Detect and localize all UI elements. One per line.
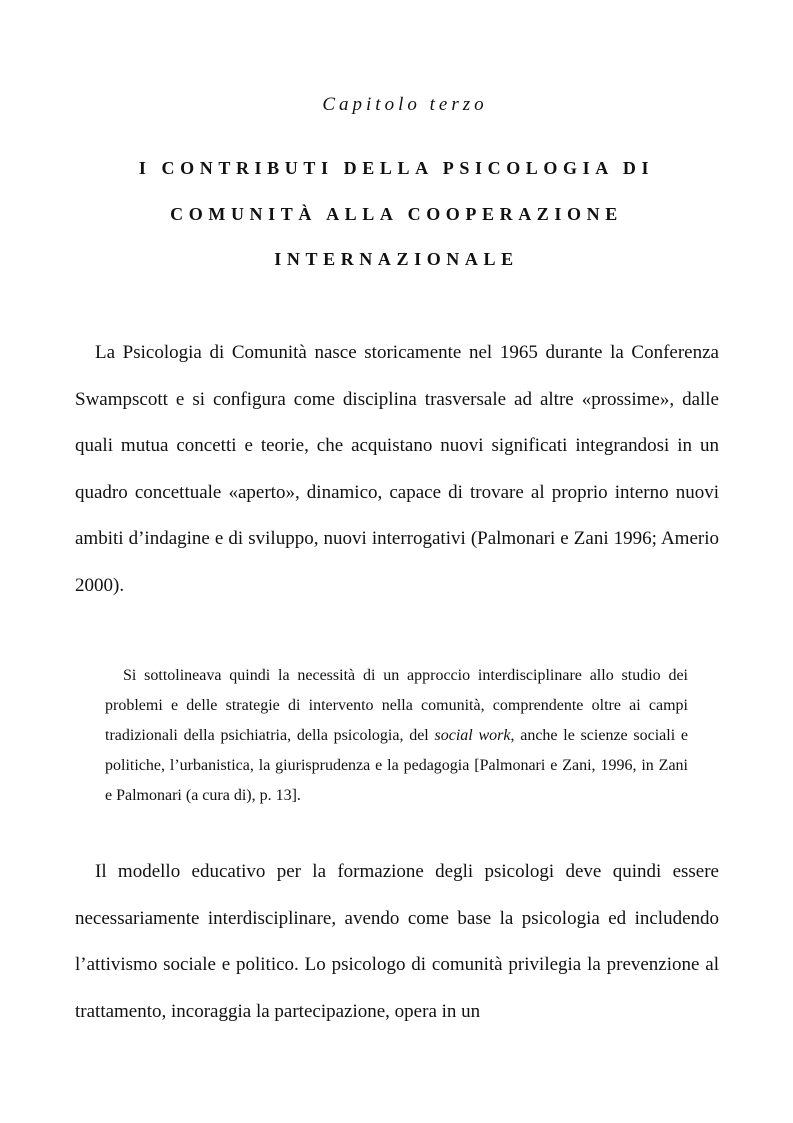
chapter-title-line-1: I CONTRIBUTI DELLA PSICOLOGIA DI — [138, 158, 655, 178]
chapter-label: Capitolo terzo — [322, 94, 488, 115]
block-quote — [105, 661, 688, 811]
quote-emphasis: social work — [434, 727, 511, 744]
quote-text-after: , anche le scienze sociali e politiche, l’urbanistica, la giurisprudenza e la pedagogia [Palmonari e Zani, 1996, in Zani e Palmonari (a cura di), p. 13]. — [105, 727, 689, 804]
chapter-title-line-2: COMUNITÀ ALLA COOPERAZIONE — [170, 204, 623, 224]
quote-text-before: Si sottolineava quindi la necessità di un approccio interdisciplinare allo studio dei problemi e delle strategie di intervento nella comunità, comprendente oltre ai campi tradizionali della psichiatria, della psicologia, del — [105, 667, 688, 744]
body-paragraph-2: Il modello educativo per la formazione degli psicologi deve quindi essere necessariamente interdisciplinare, avendo come base la psicologia ed includendo l’attivismo sociale e politico. Lo psicologo di comunità privilegia la prevenzione al trattamento, incoraggia la partecipazione, opera in un — [75, 861, 719, 1022]
body-paragraph-1: La Psicologia di Comunità nasce storicamente nel 1965 durante la Conferenza Swampscott e si configura come disciplina trasversale ad altre «prossime», dalle quali mutua concetti e teorie, che acquistano nuovi significati integrandosi in un quadro concettuale «aperto», dinamico, capace di trovare al proprio interno nuovi ambiti d’indagine e di sviluppo, nuovi interrogativi (Palmonari e Zani 1996; Amerio 2000). — [75, 342, 719, 596]
chapter-title-line-3: INTERNAZIONALE — [274, 249, 519, 269]
